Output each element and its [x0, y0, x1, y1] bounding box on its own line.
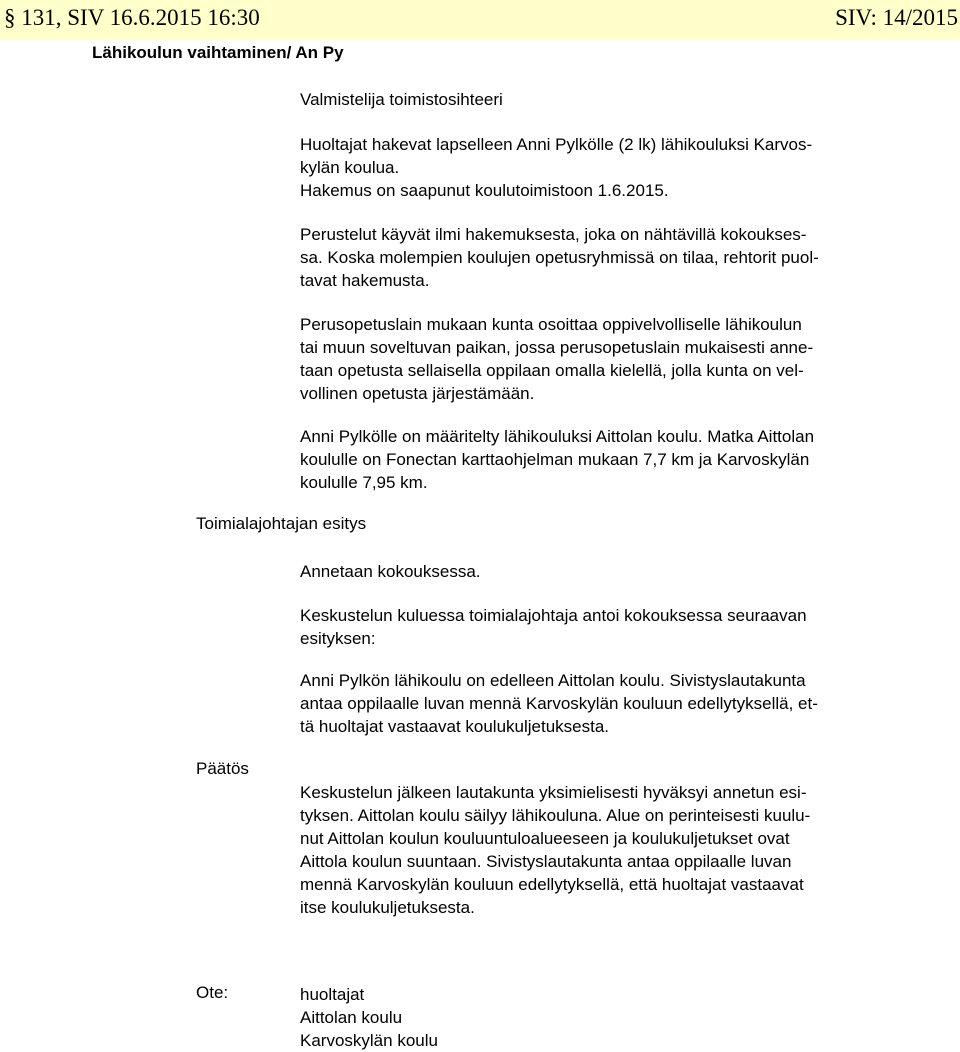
- application-paragraph: [300, 133, 900, 202]
- text-line: nut Aittolan koulun kouluuntuloalueeseen ja koulukuljetukset ovat: [300, 829, 790, 848]
- recipient-item: huoltajat: [300, 985, 365, 1004]
- text-line: vollinen opetusta järjestämään.: [300, 384, 535, 403]
- text-line: antaa oppilaalle luvan mennä Karvoskylän kouluun edellytyksellä, et-: [300, 694, 818, 713]
- text-line: koululle on Fonectan karttaohjelman mukaan 7,7 km ja Karvoskylän: [300, 450, 810, 469]
- distance-paragraph: [300, 425, 900, 494]
- text-line: Hakemus on saapunut koulutoimistoon 1.6.2015.: [300, 181, 669, 200]
- text-line: Keskustelun jälkeen lautakunta yksimielisesti hyväksyi annetun esi-: [300, 783, 807, 802]
- text-line: mennä Karvoskylän kouluun edellytyksellä, että huoltajat vastaavat: [300, 875, 804, 894]
- excerpt-label: Ote:: [196, 983, 229, 1002]
- text-line: Perusopetuslain mukaan kunta osoittaa oppivelvolliselle lähikoulun: [300, 315, 802, 334]
- proposal-given: [300, 560, 900, 583]
- text-line: Anni Pylkölle on määritelty lähikouluksi Aittolan koulu. Matka Aittolan: [300, 427, 815, 446]
- decision-label: Päätös: [196, 759, 249, 778]
- proposal-label: Toimialajohtajan esitys: [196, 514, 367, 533]
- section-reference: § 131, SIV 16.6.2015 16:30: [4, 5, 260, 30]
- text-line: tä huoltajat vastaavat koulukuljetuksesta.: [300, 717, 610, 736]
- reasons-paragraph: [300, 223, 900, 292]
- subject-title: Lähikoulun vaihtaminen/ An Py: [92, 43, 344, 62]
- header-bar: [0, 0, 960, 40]
- law-paragraph: [300, 313, 900, 405]
- recipient-item: Karvoskylän koulu: [300, 1031, 438, 1050]
- text-line: tai muun soveltuvan paikan, jossa perusopetuslain mukaisesti anne-: [300, 338, 814, 357]
- text-line: Aittola koulun suuntaan. Sivistyslautakunta antaa oppilaalle luvan: [300, 852, 792, 871]
- text-line: tyksen. Aittolan koulu säilyy lähikouluna. Alue on perinteisesti kuulu-: [300, 806, 811, 825]
- proposal-discussion: [300, 604, 900, 650]
- text-line: Keskustelun kuluessa toimialajohtaja antoi kokouksessa seuraavan: [300, 606, 807, 625]
- text-line: Anni Pylkön lähikoulu on edelleen Aittolan koulu. Sivistyslautakunta: [300, 671, 806, 690]
- text-line: Annetaan kokouksessa.: [300, 562, 481, 581]
- preparer: Valmistelija toimistosihteeri: [300, 90, 503, 109]
- text-line: tavat hakemusta.: [300, 271, 430, 290]
- excerpt-recipients: [300, 983, 438, 1052]
- text-line: esityksen:: [300, 629, 376, 648]
- decision-paragraph: [300, 781, 900, 919]
- page-reference: SIV: 14/2015: [835, 5, 958, 30]
- text-line: taan opetusta sellaisella oppilaan omalla kielellä, jolla kunta on vel-: [300, 361, 804, 380]
- text-line: koululle 7,95 km.: [300, 473, 428, 492]
- proposal-content: [300, 669, 900, 738]
- text-line: Perustelut käyvät ilmi hakemuksesta, joka on nähtävillä kokoukses-: [300, 225, 807, 244]
- text-line: kylän koulua.: [300, 158, 400, 177]
- recipient-item: Aittolan koulu: [300, 1008, 403, 1027]
- text-line: itse koulukuljetuksesta.: [300, 898, 475, 917]
- text-line: sa. Koska molempien koulujen opetusryhmissä on tilaa, rehtorit puol-: [300, 248, 819, 267]
- text-line: Huoltajat hakevat lapselleen Anni Pylkölle (2 lk) lähikouluksi Karvos-: [300, 135, 813, 154]
